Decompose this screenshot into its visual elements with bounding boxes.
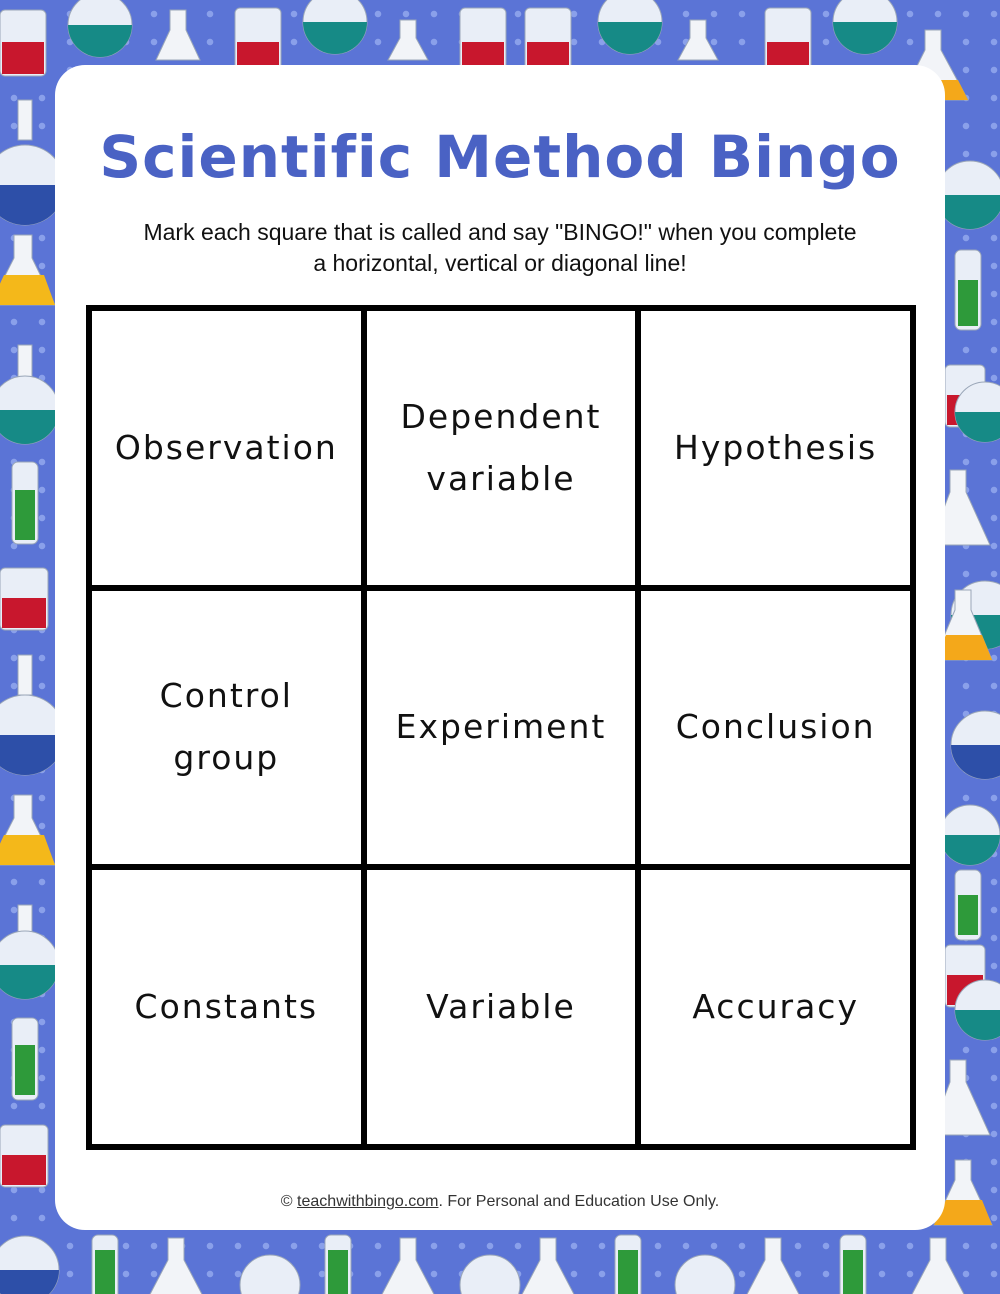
instructions-text: Mark each square that is called and say "BINGO!" when you complete a horizontal, vertical or diagonal line! xyxy=(143,219,857,276)
erlenmeyer-flask-icon xyxy=(147,1238,205,1294)
erlenmeyer-flask-icon xyxy=(909,1238,967,1294)
round-flask-icon xyxy=(0,345,59,444)
erlenmeyer-flask-icon xyxy=(156,10,200,60)
bingo-square-dependent-variable[interactable]: Dependent variable xyxy=(364,308,639,588)
beaker-icon xyxy=(0,568,48,630)
bingo-square-accuracy[interactable]: Accuracy xyxy=(638,867,913,1147)
erlenmeyer-flask-icon xyxy=(519,1238,577,1294)
test-tube-icon xyxy=(325,1235,351,1294)
round-flask-icon xyxy=(0,905,59,999)
round-flask-icon xyxy=(240,1255,300,1294)
test-tube-icon xyxy=(615,1235,641,1294)
round-flask-icon xyxy=(951,711,1000,779)
bingo-square-constants[interactable]: Constants xyxy=(89,867,364,1147)
erlenmeyer-flask-icon xyxy=(379,1238,437,1294)
footer xyxy=(55,1193,945,1211)
bingo-card xyxy=(55,65,945,1230)
round-flask-icon xyxy=(460,1255,520,1294)
test-tube-icon xyxy=(12,1018,38,1100)
test-tube-icon xyxy=(955,870,981,940)
page-title: Scientific Method Bingo xyxy=(99,123,901,191)
erlenmeyer-flask-icon xyxy=(0,235,55,305)
bingo-square-control-group[interactable]: Control group xyxy=(89,588,364,868)
erlenmeyer-flask-icon xyxy=(744,1238,802,1294)
bingo-square-hypothesis[interactable]: Hypothesis xyxy=(638,308,913,588)
round-flask-icon xyxy=(303,0,367,54)
test-tube-icon xyxy=(955,250,981,330)
erlenmeyer-flask-icon xyxy=(0,795,55,865)
erlenmeyer-flask-icon xyxy=(388,20,428,60)
round-flask-icon xyxy=(675,1255,735,1294)
test-tube-icon xyxy=(92,1235,118,1294)
test-tube-icon xyxy=(12,462,38,544)
round-flask-icon xyxy=(940,805,1000,865)
bingo-square-experiment[interactable]: Experiment xyxy=(364,588,639,868)
round-flask-icon xyxy=(598,0,662,54)
round-flask-icon xyxy=(833,0,897,54)
bingo-square-conclusion[interactable]: Conclusion xyxy=(638,588,913,868)
bingo-square-variable[interactable]: Variable xyxy=(364,867,639,1147)
beaker-icon xyxy=(0,1125,48,1187)
website-link[interactable]: teachwithbingo.com xyxy=(297,1193,439,1210)
bingo-square-observation[interactable]: Observation xyxy=(89,308,364,588)
round-flask-icon xyxy=(68,0,132,57)
beaker-icon xyxy=(0,10,46,76)
test-tube-icon xyxy=(840,1235,866,1294)
round-flask-icon xyxy=(0,1236,59,1294)
bingo-grid xyxy=(86,305,916,1150)
round-flask-icon xyxy=(936,161,1000,229)
copyright-symbol: © xyxy=(280,1193,293,1210)
footer-text: . For Personal and Education Use Only. xyxy=(438,1193,720,1210)
erlenmeyer-flask-icon xyxy=(678,20,718,60)
